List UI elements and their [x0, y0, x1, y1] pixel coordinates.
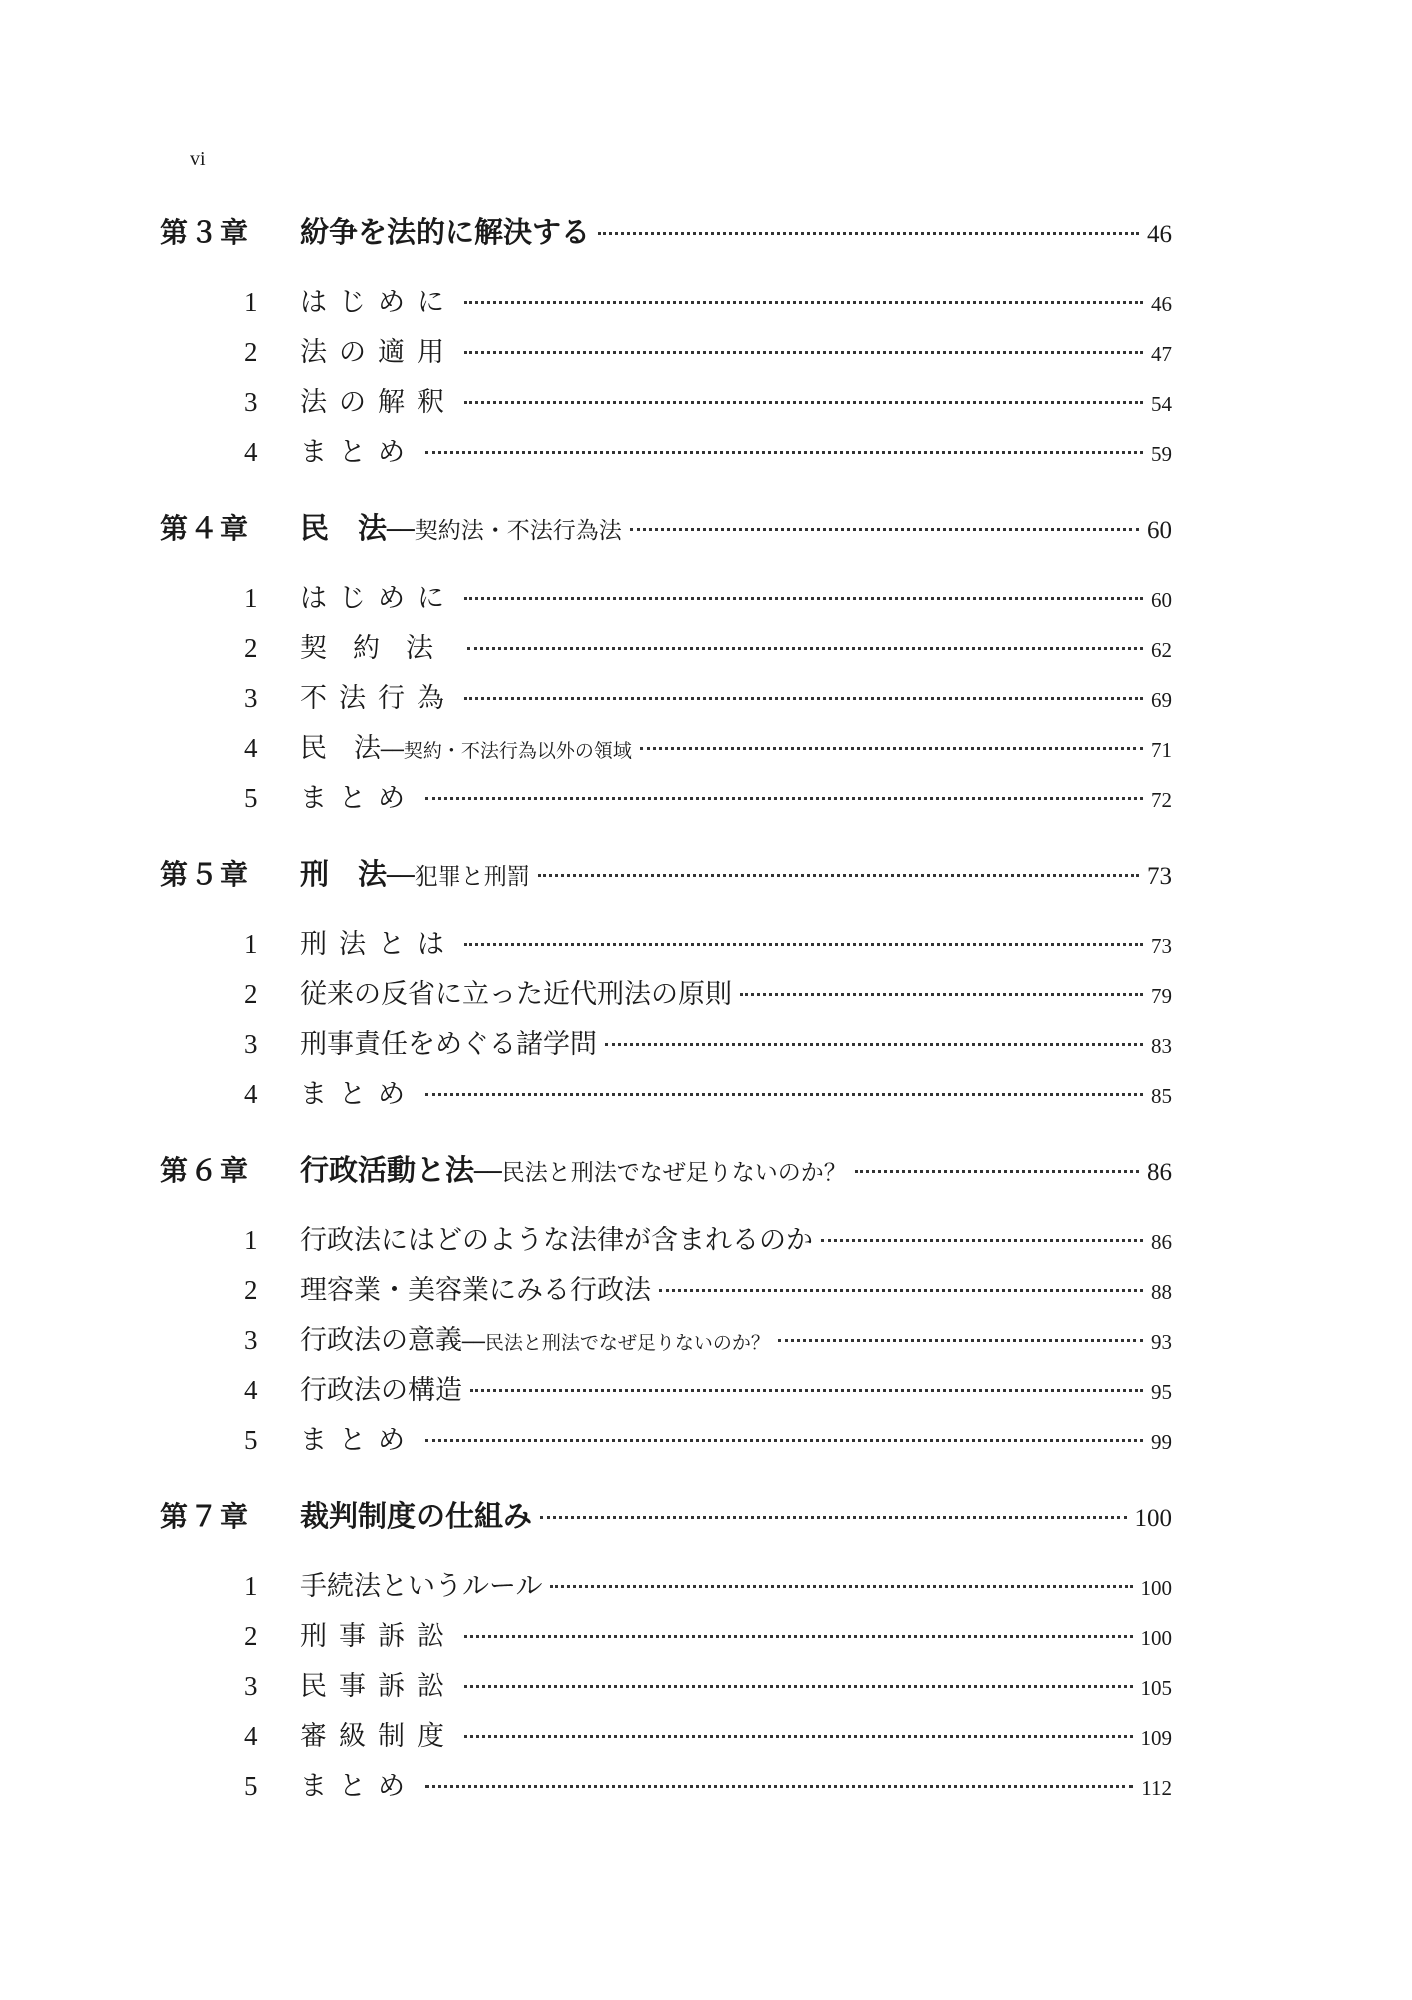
dot-leader — [464, 401, 1143, 404]
section-entry[interactable] — [160, 380, 1172, 430]
section-entry[interactable] — [160, 280, 1172, 330]
section-page-number: 60 — [1151, 588, 1172, 612]
chapter-block — [160, 506, 1172, 826]
section-page-number: 59 — [1151, 442, 1172, 466]
section-number: 1 — [244, 1225, 258, 1255]
dot-leader — [640, 747, 1143, 750]
section-title: 従来の反省に立った近代刑法の原則 — [300, 979, 732, 1010]
dot-leader — [425, 1093, 1143, 1096]
section-title: はじめに — [300, 287, 456, 318]
section-title: 刑事責任をめぐる諸学問 — [300, 1029, 597, 1060]
section-page-number: 62 — [1151, 638, 1172, 662]
chapter-label: 第５章 — [160, 858, 251, 891]
chapter-page-number: 46 — [1147, 221, 1172, 248]
section-title: まとめ — [300, 1425, 417, 1456]
section-page-number: 47 — [1151, 342, 1172, 366]
section-number: 1 — [244, 287, 258, 317]
section-subtitle: ──契約・不法行為以外の領域 — [381, 740, 632, 762]
section-entry[interactable] — [160, 922, 1172, 972]
section-title: 刑法とは — [300, 929, 456, 960]
chapter-subtitle: ──民法と刑法でなぜ足りないのか？ — [474, 1160, 847, 1186]
chapter-label: 第６章 — [160, 1154, 251, 1187]
page-folio: vi — [190, 148, 206, 170]
dot-leader — [659, 1289, 1143, 1292]
dot-leader — [470, 1389, 1143, 1392]
dot-leader — [425, 1439, 1143, 1442]
section-entry[interactable] — [160, 1318, 1172, 1368]
dot-leader — [740, 993, 1143, 996]
dot-leader — [540, 1516, 1126, 1519]
section-entry[interactable] — [160, 576, 1172, 626]
section-number: 3 — [244, 1325, 258, 1355]
chapter-page-number: 100 — [1134, 1505, 1172, 1532]
chapter-page-number: 73 — [1147, 863, 1172, 890]
dot-leader — [550, 1585, 1132, 1588]
table-of-contents — [160, 210, 1172, 1840]
chapter-subtitle: ──契約法・不法行為法 — [387, 518, 622, 544]
section-number: 2 — [244, 979, 258, 1009]
chapter-title: 紛争を法的に解決する — [300, 215, 591, 249]
dot-leader — [821, 1239, 1143, 1242]
section-entry[interactable] — [160, 1218, 1172, 1268]
section-title: 法の解釈 — [300, 387, 456, 418]
section-title: 行政法の意義 — [300, 1325, 462, 1356]
section-number: 4 — [244, 437, 258, 467]
section-page-number: 95 — [1151, 1380, 1172, 1404]
section-number: 5 — [244, 783, 258, 813]
section-title: 手続法というルール — [300, 1571, 543, 1602]
section-number: 5 — [244, 1771, 258, 1801]
section-number: 2 — [244, 1621, 258, 1651]
section-entry[interactable] — [160, 1268, 1172, 1318]
dot-leader — [605, 1043, 1143, 1046]
section-title: 刑事訴訟 — [300, 1621, 456, 1652]
section-entry[interactable] — [160, 1714, 1172, 1764]
section-entry[interactable] — [160, 1072, 1172, 1122]
chapter-title: 刑 法 — [300, 857, 388, 891]
section-subtitle: ──民法と刑法でなぜ足りないのか？ — [462, 1332, 770, 1354]
dot-leader — [425, 451, 1143, 454]
chapter-entry[interactable] — [160, 1494, 1172, 1552]
dot-leader — [464, 1685, 1133, 1688]
section-title: 不法行為 — [300, 683, 456, 714]
chapter-block — [160, 210, 1172, 480]
section-number: 3 — [244, 1671, 258, 1701]
section-page-number: 100 — [1140, 1576, 1172, 1600]
section-title: 行政法にはどのような法律が含まれるのか — [300, 1225, 813, 1256]
dot-leader — [464, 351, 1143, 354]
section-number: 4 — [244, 1079, 258, 1109]
section-title: 民 法 — [300, 733, 381, 764]
section-entry[interactable] — [160, 776, 1172, 826]
section-entry[interactable] — [160, 676, 1172, 726]
chapter-label: 第３章 — [160, 216, 251, 249]
section-title: 行政法の構造 — [300, 1375, 462, 1406]
section-number: 1 — [244, 929, 258, 959]
section-page-number: 54 — [1151, 392, 1172, 416]
section-title: 審級制度 — [300, 1721, 456, 1752]
chapter-entry[interactable] — [160, 210, 1172, 268]
section-title: 法の適用 — [300, 337, 456, 368]
chapter-title: 裁判制度の仕組み — [300, 1499, 533, 1533]
section-entry[interactable] — [160, 972, 1172, 1022]
section-page-number: 72 — [1151, 788, 1172, 812]
section-number: 3 — [244, 683, 258, 713]
section-entry[interactable] — [160, 1418, 1172, 1468]
section-number: 3 — [244, 1029, 258, 1059]
section-page-number: 86 — [1151, 1230, 1172, 1254]
section-page-number: 88 — [1151, 1280, 1172, 1304]
section-entry[interactable] — [160, 1664, 1172, 1714]
section-page-number: 100 — [1140, 1626, 1172, 1650]
section-entry[interactable] — [160, 330, 1172, 380]
section-title: 契約法 — [300, 633, 459, 664]
section-title: はじめに — [300, 583, 456, 614]
chapter-label: 第４章 — [160, 512, 251, 545]
dot-leader — [464, 597, 1143, 600]
dot-leader — [464, 1635, 1133, 1638]
section-page-number: 73 — [1151, 934, 1172, 958]
section-page-number: 112 — [1141, 1776, 1172, 1800]
section-page-number: 93 — [1151, 1330, 1172, 1354]
section-entry[interactable] — [160, 1022, 1172, 1072]
dot-leader — [630, 528, 1139, 531]
dot-leader — [778, 1339, 1143, 1342]
section-entry[interactable] — [160, 1564, 1172, 1614]
dot-leader — [855, 1170, 1139, 1173]
dot-leader — [464, 301, 1143, 304]
section-page-number: 79 — [1151, 984, 1172, 1008]
section-title: まとめ — [300, 1771, 417, 1802]
chapter-entry[interactable] — [160, 852, 1172, 910]
section-entry[interactable] — [160, 1614, 1172, 1664]
chapter-block — [160, 1494, 1172, 1814]
section-entry[interactable] — [160, 1764, 1172, 1814]
chapter-label: 第７章 — [160, 1500, 251, 1533]
dot-leader — [467, 647, 1143, 650]
chapter-subtitle: ──犯罪と刑罰 — [387, 864, 530, 890]
chapter-entry[interactable] — [160, 506, 1172, 564]
chapter-page-number: 60 — [1147, 517, 1172, 544]
section-number: 3 — [244, 387, 258, 417]
section-entry[interactable] — [160, 726, 1172, 776]
section-number: 4 — [244, 1721, 258, 1751]
section-page-number: 109 — [1140, 1726, 1172, 1750]
section-entry[interactable] — [160, 430, 1172, 480]
section-entry[interactable] — [160, 626, 1172, 676]
section-entry[interactable] — [160, 1368, 1172, 1418]
section-number: 1 — [244, 583, 258, 613]
section-page-number: 71 — [1151, 738, 1172, 762]
section-number: 2 — [244, 633, 258, 663]
section-title: まとめ — [300, 1079, 417, 1110]
dot-leader — [464, 1735, 1133, 1738]
section-number: 4 — [244, 1375, 258, 1405]
dot-leader — [598, 232, 1139, 235]
section-page-number: 46 — [1151, 292, 1172, 316]
section-title: 民事訴訟 — [300, 1671, 456, 1702]
chapter-page-number: 86 — [1147, 1159, 1172, 1186]
dot-leader — [538, 874, 1139, 877]
section-number: 2 — [244, 1275, 258, 1305]
section-page-number: 99 — [1151, 1430, 1172, 1454]
section-title: 理容業・美容業にみる行政法 — [300, 1275, 651, 1306]
chapter-title: 民 法 — [300, 511, 388, 545]
section-title: まとめ — [300, 783, 417, 814]
section-page-number: 83 — [1151, 1034, 1172, 1058]
dot-leader — [425, 1785, 1133, 1788]
dot-leader — [464, 697, 1143, 700]
section-number: 2 — [244, 337, 258, 367]
section-page-number: 85 — [1151, 1084, 1172, 1108]
dot-leader — [425, 797, 1143, 800]
section-title: まとめ — [300, 437, 417, 468]
dot-leader — [464, 943, 1143, 946]
chapter-block — [160, 852, 1172, 1122]
section-number: 1 — [244, 1571, 258, 1601]
section-number: 4 — [244, 733, 258, 763]
chapter-title: 行政活動と法 — [300, 1153, 475, 1187]
section-page-number: 69 — [1151, 688, 1172, 712]
section-page-number: 105 — [1140, 1676, 1172, 1700]
section-number: 5 — [244, 1425, 258, 1455]
chapter-entry[interactable] — [160, 1148, 1172, 1206]
chapter-block — [160, 1148, 1172, 1468]
